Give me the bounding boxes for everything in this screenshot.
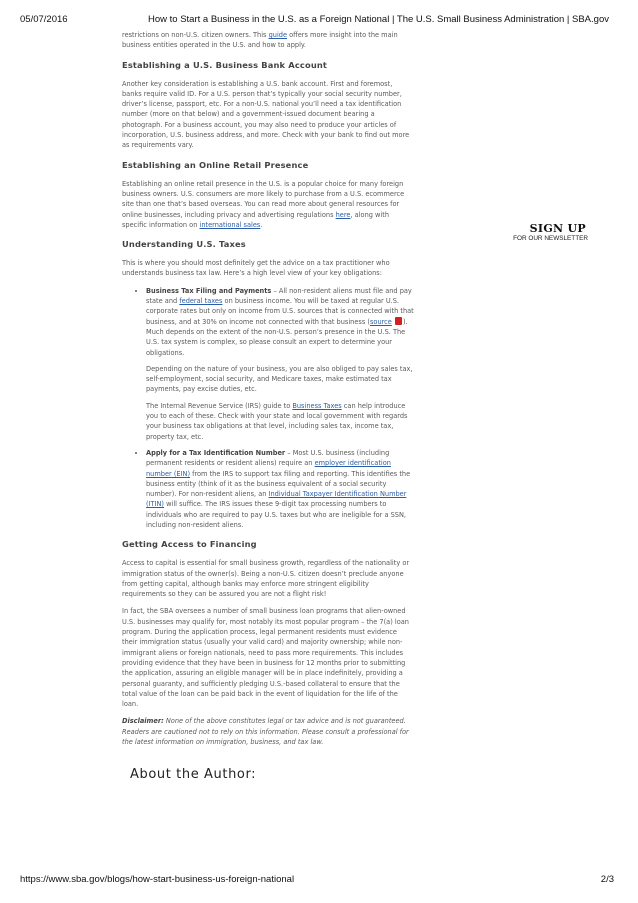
tax-filing-text-1: – All non-resident aliens must file and pay state and <box>146 286 412 306</box>
tax-obligations-list <box>122 286 414 531</box>
about-author-heading: About the Author: <box>130 767 257 783</box>
intro-paragraph <box>122 30 414 51</box>
ein-link[interactable]: employer identification number (EIN) <box>146 459 391 478</box>
disclaimer-text: None of the above constitutes legal or tax advice and is not guaranteed. Readers are cautioned not to rely on this information. Please consult a professional for the latest information on immigration, business, and tax law. <box>122 717 409 747</box>
tax-filing-text-2: on business income. You will be taxed at regular U.S. corporate rates but only on income from U.S. sources that is connected with that business, and at 30% on income not connected with that business ( <box>146 297 414 326</box>
newsletter-signup[interactable] <box>513 223 586 243</box>
tax-filing-text-3: ). Much depends on the extent of the non-U.S. person’s presence in the U.S. The U.S. tax system is complex, so please consult an expert to determine your obligations. <box>146 317 408 357</box>
retail-text-3: . <box>260 220 263 229</box>
irs-guide-paragraph <box>146 401 414 442</box>
other-taxes-paragraph: Depending on the nature of your business, you are also obliged to pay sales tax, self-employment, social security, and Medicare taxes, make estimated tax payments, pay excise duties, etc. <box>146 364 413 394</box>
print-date: 05/07/2016 <box>20 14 68 25</box>
article-body <box>122 30 414 783</box>
itin-link[interactable]: Individual Taxpayer Identification Number (ITIN) <box>146 490 407 509</box>
tax-id-text-2: from the IRS to support tax filing and reporting. This identifies the business entity (think of it as the business equivalent of a social security number). For non-resident aliens, an <box>146 469 411 499</box>
print-page-title: How to Start a Business in the U.S. as a Foreign National | The U.S. Small Business Administration | SBA.gov <box>148 14 609 25</box>
business-taxes-link[interactable]: Business Taxes <box>292 401 342 410</box>
tax-filing-paragraph <box>146 286 414 358</box>
tax-id-text-1: – Most U.S. business (including permanent residents or resident aliens) require an <box>146 448 390 468</box>
intro-text-start: restrictions on non-U.S. citizen owners. This <box>122 31 269 39</box>
irs-text-2: can help introduce you to each of these. Check with your state and local government with regards your business tax obligations at that level, including sales tax, income tax, property tax, etc. <box>146 401 408 441</box>
source-link[interactable]: source <box>369 317 392 326</box>
financing-paragraph-1: Access to capital is essential for small business growth, regardless of the nationality or immigration status of the owner(s). Being a non-U.S. citizen doesn’t preclude anyone from getting capital, although banks may enforce more stringent eligibility requirements so they can be assured you are not a flight risk! <box>122 559 410 599</box>
tax-id-paragraph <box>146 448 414 530</box>
intro-text-end: offers more insight into the main business entities operated in the U.S. and how to apply. <box>122 31 398 50</box>
financing-paragraph-2: In fact, the SBA oversees a number of small business loan programs that alien-owned U.S. businesses may qualify for, most notably its most popular program – the 7(a) loan program. During the application process, legal permanent residents must evidence their immigration status (usually your valid card) and majority ownership; while non-immigrant aliens or foreign nationals, need to pass more requirements. This includes providing evidence that they have been in business for 12 months prior to submitting the application, assuring an eligible manager will be in place indefinitely, providing a personal guaranty, and sufficiently pledging U.S.-based collateral to ensure that the total value of the loan can be paid back in the event of liquidation for the life of the loan. <box>122 607 409 709</box>
bank-account-heading: Establishing a U.S. Business Bank Account <box>122 59 328 70</box>
signup-subtitle: FOR OUR NEWSLETTER <box>513 235 588 242</box>
page-number: 2/3 <box>600 874 614 885</box>
taxes-intro: This is where you should most definitely get the advice on a tax practitioner who understands business tax law. Here’s a high level view of your key obligations: <box>122 259 390 278</box>
online-retail-heading: Establishing an Online Retail Presence <box>122 159 309 170</box>
list-item <box>146 286 414 442</box>
disclaimer-paragraph <box>122 716 414 747</box>
print-url: https://www.sba.gov/blogs/how-start-business-us-foreign-national <box>20 874 295 885</box>
disclaimer-label: Disclaimer: <box>122 717 164 726</box>
retail-text-1: Establishing an online retail presence in the U.S. is a popular choice for many foreign business owners. U.S. consumers are more likely to purchase from a U.S. ecommerce site than one that’s based overseas. You can read more about general resources for online businesses, including privacy and advertising regulations <box>122 179 405 219</box>
financing-heading: Getting Access to Financing <box>122 539 257 550</box>
guide-link[interactable]: guide <box>268 31 288 39</box>
tax-id-text-3: will suffice. The IRS issues these 9-digit tax processing numbers to individuals who are required to pay U.S. taxes but who are ineligible for a SSN, including non-resident aliens. <box>146 500 406 529</box>
list-item <box>146 448 414 530</box>
tax-id-title: Apply for a Tax Identification Number <box>146 448 286 457</box>
irs-text-1: The Internal Revenue Service (IRS) guide to <box>146 401 293 410</box>
international-sales-link[interactable]: international sales <box>199 220 261 229</box>
tax-filing-title: Business Tax Filing and Payments <box>146 286 272 295</box>
regulations-here-link[interactable]: here <box>335 210 351 219</box>
bank-account-paragraph: Another key consideration is establishing a U.S. bank account. First and foremost, banks require valid ID. For a U.S. person that’s typically your social security number, driver’s license, passport, etc. For a non-U.S. national you’ll need a tax identification number (more on that below) and a government-issued document bearing a photograph. For a business account, you may also need to produce your articles of incorporation, U.S. business address, and more. Check with your bank to find out more as requirements vary. <box>122 79 410 150</box>
retail-text-2: , along with specific information on <box>122 210 390 229</box>
taxes-heading: Understanding U.S. Taxes <box>122 239 246 250</box>
federal-taxes-link[interactable]: federal taxes <box>179 297 223 306</box>
pdf-icon <box>395 317 402 325</box>
signup-title[interactable]: SIGN UP <box>529 222 586 235</box>
online-retail-paragraph <box>122 179 414 230</box>
